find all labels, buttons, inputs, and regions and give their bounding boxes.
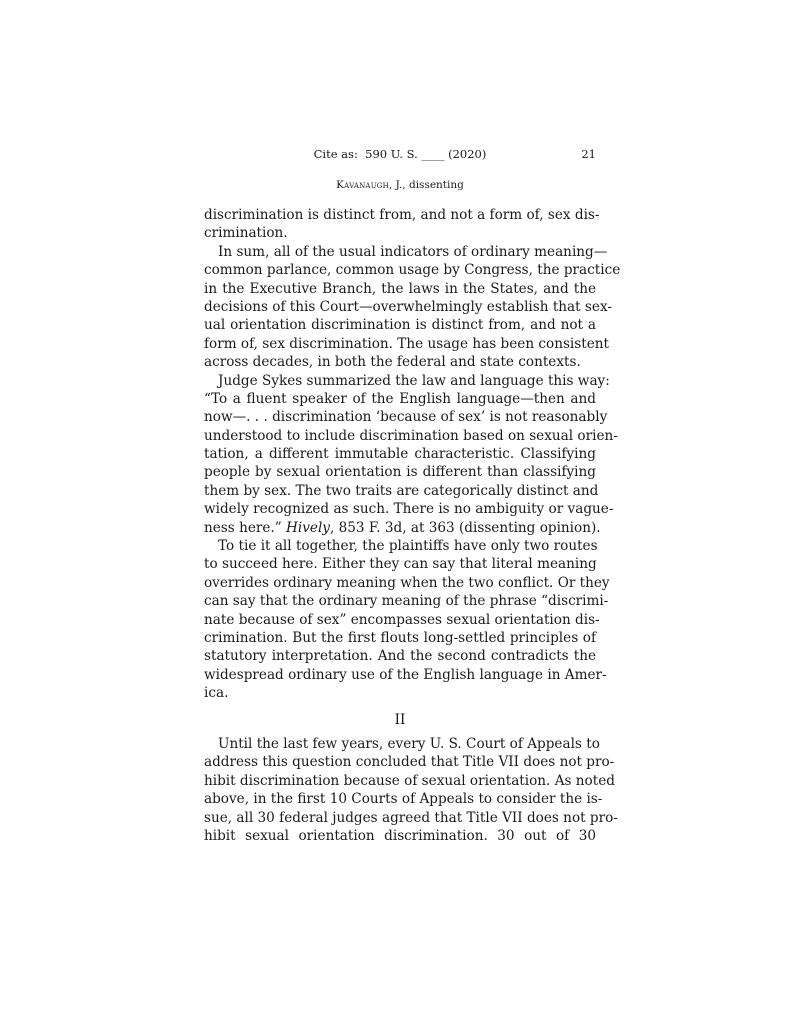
text-line: common parlance, common usage by Congress, the practice (204, 262, 621, 279)
text-line: overrides ordinary meaning when the two conflict. Or they (204, 574, 610, 591)
text-line: sue, all 30 federal judges agreed that Title VII does not pro- (204, 809, 618, 826)
author-name: Kavanaugh (336, 179, 389, 191)
text-line: across decades, in both the federal and state contexts. (204, 354, 581, 371)
citation-header: Cite as: 590 U. S. ____ (2020) (313, 147, 487, 161)
text-line: in the Executive Branch, the laws in the States, and the (204, 280, 596, 297)
text-line: hibit sexual orientation discrimination. 30 out of 30 (204, 827, 596, 844)
text-line: “To a fluent speaker of the English language—then and (204, 390, 596, 407)
text-line: tation, a different immutable characteristic. Classifying (204, 446, 596, 463)
text-line: crimination. But the first flouts long-settled principles of (204, 629, 596, 646)
paragraph-1 (204, 206, 600, 243)
text-line: decisions of this Court—overwhelmingly establish that sex- (204, 298, 612, 315)
text-line: widespread ordinary use of the English language in Amer- (204, 666, 607, 683)
opinion-body (204, 206, 621, 845)
text-line: widely recognized as such. There is no ambiguity or vague- (204, 501, 614, 518)
author-role: , J., dissenting (388, 179, 464, 191)
paragraph-5 (204, 735, 618, 845)
case-name: Hively (286, 519, 330, 536)
text-line: people by sexual orientation is different than classifying (204, 464, 596, 481)
paragraph-4 (204, 537, 610, 703)
running-head (204, 147, 596, 165)
text-line: them by sex. The two traits are categorically distinct and (204, 482, 599, 499)
text-line: ual orientation discrimination is distinct from, and not a (204, 317, 596, 334)
text-line: Until the last few years, every U. S. Court of Appeals to (218, 735, 600, 752)
text-line: discrimination is distinct from, and not a form of, sex dis- (204, 207, 600, 223)
text-line: hibit discrimination because of sexual orientation. As noted (204, 772, 615, 789)
text-line: form of, sex discrimination. The usage has been consistent (204, 335, 609, 352)
text-line: to succeed here. Either they can say that literal meaning (204, 556, 597, 573)
text-line: above, in the first 10 Courts of Appeals to consider the is- (204, 791, 603, 808)
text-line: statutory interpretation. And the second contradicts the (204, 648, 596, 665)
section-heading: II (394, 711, 406, 728)
text-line: address this question concluded that Title VII does not pro- (204, 754, 615, 771)
text-line: To tie it all together, the plaintiffs have only two routes (218, 538, 598, 555)
paragraph-3 (204, 372, 618, 538)
text-line: Judge Sykes summarized the law and language this way: (218, 372, 610, 389)
text-line: nate because of sex” encompasses sexual orientation dis- (204, 611, 600, 628)
text-line: can say that the ordinary meaning of the phrase “discrimi- (204, 593, 609, 610)
citation-detail: , 853 F. 3d, at 363 (dissenting opinion). (329, 519, 601, 536)
text-line: ica. (204, 685, 229, 702)
text-line-with-citation (204, 519, 601, 537)
opinion-author-line (204, 179, 596, 191)
paragraph-2 (204, 243, 621, 372)
text-line: understood to include discrimination based on sexual orien- (204, 427, 618, 444)
text-line: In sum, all of the usual indicators of ordinary meaning— (218, 243, 608, 260)
text-line: now—. . . discrimination ‘because of sex’ is not reasonably (204, 409, 608, 426)
quote-end: ness here.” (204, 519, 287, 536)
page-number: 21 (581, 147, 596, 161)
text-line: crimination. (204, 225, 288, 242)
